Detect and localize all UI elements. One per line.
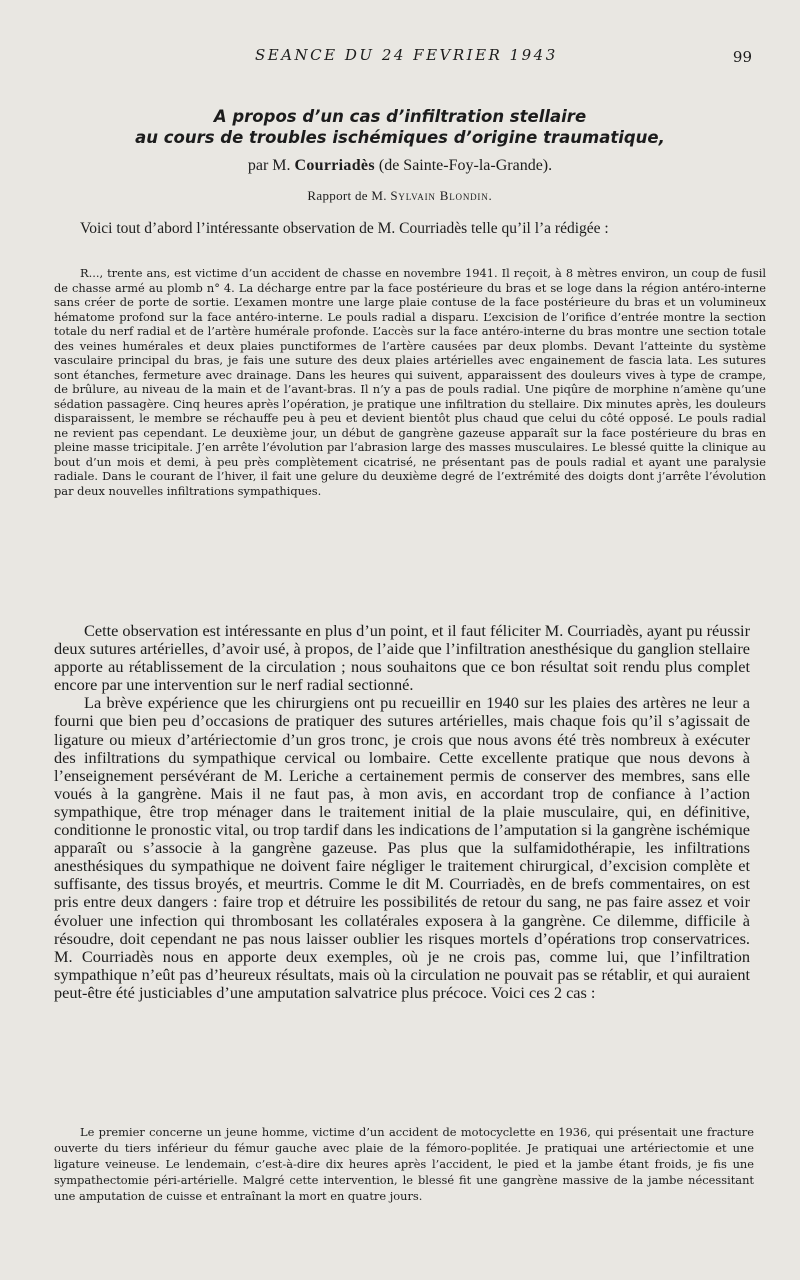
article-title-line-2: au cours de troubles ischémiques d’origine traumatique,	[135, 128, 665, 147]
byline-prefix: par M.	[247, 157, 291, 174]
page-number: 99	[732, 48, 752, 66]
page-header	[0, 46, 800, 70]
observation-paragraph: R..., trente ans, est victime d’un accident de chasse en novembre 1941. Il reçoit, à 8 mètres environ, un coup de fusil de chasse armé au plomb n° 4. La décharge entre par la face postérieure du bras et se loge dans la région antéro-interne sans créer de porte de sortie. L’examen montre une large plaie contuse de la face postérieure du bras et un volumineux hématome profond sur la face antéro-interne. Le pouls radial a disparu. L’excision de l’orifice d’entrée montre la section totale du nerf radial et de l’artère humérale profonde. L’accès sur la face antéro-interne du bras montre une section totale des veines humérales et deux plaies punctiformes de l’artère causées par deux plombs. Devant l’atteinte du système vasculaire principal du bras, je fais une suture des deux plaies artérielles avec engainement de fascia lata. Les sutures sont étanches, fermeture avec drainage. Dans les heures qui suivent, apparaissent des douleurs vives à type de crampe, de brûlure, au niveau de la main et de l’avant-bras. Il n’y a pas de pouls radial. Une piqûre de morphine n’amène qu’une sédation passagère. Cinq heures après l’opération, je pratique une infiltration du stellaire. Dix minutes après, les douleurs disparaissent, le membre se réchauffe peu à peu et devient bientôt plus chaud que celui du côté opposé. Le pouls radial ne revient pas cependant. Le deuxième jour, un début de gangrène gazeuse apparaît sur la face postérieure du bras en pleine masse tricipitale. J’en arrête l’évolution par l’abrasion large des masses musculaires. Le blessé quitte la clinique au bout d’un mois et demi, à peu près complètement cicatrisé, ne présentant pas de pouls radial et ayant une paralysie radiale. Dans le courant de l’hiver, il fait une gelure du deuxième degré de l’extrémité des doigts dont j’arrête l’évolution par deux nouvelles infiltrations sympathiques.	[54, 266, 766, 498]
reporter-name: Sylvain Blondin.	[390, 188, 493, 203]
report-prefix: Rapport de M.	[307, 188, 387, 203]
article-heading	[60, 106, 740, 204]
article-title-line-1: A propos d’un cas d’infiltration stellaire	[213, 107, 587, 126]
running-head: SEANCE DU 24 FEVRIER 1943	[255, 46, 558, 64]
report-line	[60, 188, 740, 204]
author-name: Courriadès	[294, 157, 375, 174]
intro-paragraph: Voici tout d’abord l’intéressante observation de M. Courriadès telle qu’il l’a rédigée :	[80, 220, 609, 237]
body-paragraph: Cette observation est intéressante en plus d’un point, et il faut féliciter M. Courriadès, ayant pu réussir deux sutures artérielles, d’avoir usé, à propos, de l’aide que l’infiltration anesthésique du ganglion stellaire apporte au rétablissement de la circulation ; nous souhaitons que ce bon résultat soit rendu plus complet encore par une intervention sur le nerf radial sectionné.	[54, 621, 750, 695]
case-paragraph: Le premier concerne un jeune homme, victime d’un accident de motocyclette en 1936, qui présentait une fracture ouverte du tiers inférieur du fémur gauche avec plaie de la fémoro-poplitée. Je pratiquai une artériectomie et une ligature veineuse. Le lendemain, c’est-à-dire dix heures après l’accident, le pied et la jambe étant froids, je fis une sympathectomie péri-artérielle. Malgré cette intervention, le blessé fit une gangrène massive de la jambe nécessitant une amputation de cuisse et entraînant la mort en quatre jours.	[54, 1125, 754, 1203]
commentary-body	[54, 622, 750, 1002]
body-paragraph: La brève expérience que les chirurgiens ont pu recueillir en 1940 sur les plaies des artères ne leur a fourni que bien peu d’occasions de pratiquer des sutures artérielles, mais chaque fois qu’il s’agissait de ligature ou mieux d’artériectomie d’un gros tronc, je crois que nous avons été très nombreux à exécuter des infiltrations du sympathique cervical ou lombaire. Cette excellente pratique que nous devons à l’enseignement persévérant de M. Leriche a certainement permis de conserver des membres, sans elle voués à la gangrène. Mais il ne faut pas, à mon avis, en accordant trop de confiance à l’action sympathique, être trop ménager dans le traitement initial de la plaie musculaire, qui, en définitive, conditionne le pronostic vital, ou trop tardif dans les indications de l’amputation si la gangrène ischémique apparaît ou s’associe à la gangrène gazeuse. Pas plus que la sulfamidothérapie, les infiltrations anesthésiques du sympathique ne doivent faire négliger le traitement chirurgical, d’excision complète et suffisante, des tissus broyés, et meurtris. Comme le dit M. Courriadès, en de brefs commentaires, on est pris entre deux dangers : faire trop et détruire les possibilités de retour du sang, ne pas faire assez et voir évoluer une infection qui thrombosant les collatérales exposera à la gangrène. Ce dilemme, difficile à résoudre, doit cependant ne pas nous laisser oublier les risques mortels d’opérations trop conservatrices. M. Courriadès nous en apporte deux exemples, où je ne crois pas, comme lui, que l’infiltration sympathique n’eût pas d’heureux résultats, mais où la circulation ne pouvait pas se rétablir, et qui auraient peut-être été justiciables d’une amputation salvatrice plus précoce. Voici ces 2 cas :	[54, 693, 750, 1002]
byline	[60, 157, 740, 175]
author-affiliation: (de Sainte-Foy-la-Grande).	[378, 157, 553, 174]
